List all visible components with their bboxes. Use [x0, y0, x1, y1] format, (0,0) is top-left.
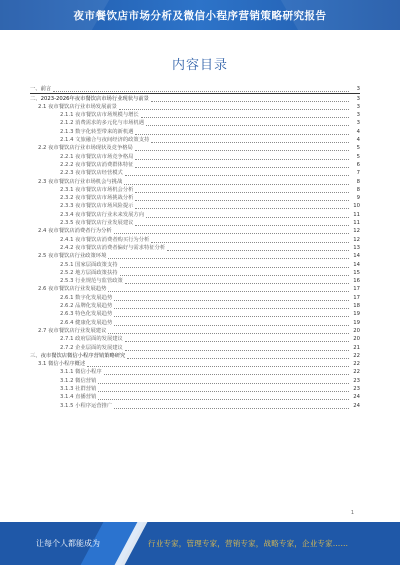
toc-dot-leader [135, 203, 349, 209]
toc-entry-label: 2.2.1 夜市餐饮店市场竞争格局 [60, 153, 134, 160]
toc-entry[interactable] [30, 385, 360, 393]
toc-entry[interactable] [30, 360, 360, 368]
toc-entry[interactable] [30, 227, 360, 235]
toc-dot-leader [114, 311, 349, 317]
toc-entry-label: 2.2 夜市餐饮店行业市场现状及竞争格局 [38, 145, 133, 152]
footer-slogan: 让每个人都能成为 [36, 539, 100, 548]
toc-entry-label: 2.4.2 夜市餐饮店消费者偏好与需求特征分析 [60, 244, 166, 251]
toc-entry[interactable] [30, 260, 360, 268]
toc-dot-leader [98, 386, 349, 392]
toc-entry-page: 20 [353, 327, 360, 334]
toc-entry-label: 2.5 夜市餐饮店行业政策环境 [38, 253, 107, 260]
toc-entry-label: 2.2.3 夜市餐饮店经营模式 [60, 170, 123, 177]
report-title: 夜市餐饮店市场分析及微信小程序营销策略研究报告 [73, 10, 327, 22]
toc-entry[interactable] [30, 210, 360, 218]
toc-dot-leader [120, 262, 349, 268]
toc-dot-leader [135, 220, 349, 226]
toc-entry-label: 2.3 夜市餐饮店行业市场机会与挑战 [38, 178, 123, 185]
toc-dot-leader [114, 303, 349, 309]
toc-entry-label: 2.7.1 政府层面的发展建议 [60, 336, 123, 343]
toc-entry[interactable] [30, 277, 360, 285]
toc-entry-page: 8 [356, 178, 360, 185]
toc-entry-label: 3.1.1 微信小程序 [60, 369, 102, 376]
toc-entry-label: 2.7 夜市餐饮店行业发展建议 [38, 327, 107, 334]
toc-entry-label: 2.2.2 夜市餐饮店消费群体特征 [60, 161, 134, 168]
toc-entry-page: 3 [356, 103, 360, 110]
toc-entry-page: 3 [356, 86, 360, 93]
toc-entry[interactable] [30, 119, 360, 127]
toc-entry-label: 2.1 夜市餐饮店行业市场发展前景 [38, 103, 117, 110]
toc-dot-leader [98, 394, 349, 400]
toc-entry-page: 5 [356, 153, 360, 160]
toc-heading: 内容目录 [171, 58, 228, 73]
toc-dot-leader [120, 270, 349, 276]
toc-entry[interactable] [30, 302, 360, 310]
toc-entry[interactable] [30, 293, 360, 301]
toc-entry[interactable] [30, 401, 360, 409]
toc-dot-leader [146, 212, 349, 218]
toc-entry-page: 9 [356, 195, 360, 202]
toc-entry[interactable] [30, 177, 360, 185]
toc-entry[interactable] [30, 161, 360, 169]
toc-entry-page: 14 [353, 253, 360, 260]
toc-entry-label: 2.4.1 夜市餐饮店消费者购买行为分析 [60, 236, 150, 243]
toc-entry-label: 三、夜市餐饮店微信小程序营销策略研究 [30, 352, 126, 359]
toc-dot-leader [108, 253, 349, 259]
toc-entry[interactable] [30, 235, 360, 243]
toc-entry[interactable] [30, 127, 360, 135]
toc-entry-page: 10 [353, 203, 360, 210]
toc-entry[interactable] [30, 219, 360, 227]
toc-entry-label: 2.3.4 夜市餐饮店行业未来发展方向 [60, 211, 145, 218]
toc-dot-leader [119, 104, 349, 110]
toc-dot-leader [114, 320, 349, 326]
toc-dot-leader [151, 96, 349, 102]
toc-entry-label: 2.7.2 企业层面的发展建议 [60, 344, 123, 351]
toc-dot-leader [125, 170, 349, 176]
toc-entry[interactable] [30, 252, 360, 260]
toc-dot-leader [124, 179, 349, 185]
toc-dot-leader [125, 278, 349, 284]
toc-entry[interactable] [30, 144, 360, 152]
toc-entry-label: 2.1.1 夜市餐饮店市场规模与增长 [60, 112, 139, 119]
toc-entry-label: 3.1.3 社群营销 [60, 385, 97, 392]
toc-dot-leader [98, 378, 349, 384]
toc-entry-label: 3.1.2 微信营销 [60, 377, 97, 384]
toc-entry-label: 2.6.3 特色化发展趋势 [60, 311, 113, 318]
toc-entry[interactable] [30, 103, 360, 111]
toc-entry-page: 21 [353, 344, 360, 351]
toc-dot-leader [114, 228, 349, 234]
toc-entry[interactable] [30, 111, 360, 119]
toc-entry-page: 23 [353, 385, 360, 392]
toc-entry[interactable] [30, 202, 360, 210]
toc-entry-page: 4 [356, 128, 360, 135]
toc-dot-leader [135, 145, 349, 151]
toc-entry-page: 24 [353, 402, 360, 409]
toc-dot-leader [141, 112, 349, 118]
toc-entry-page: 5 [356, 145, 360, 152]
toc-entry-label: 2.5.2 地方层面政策扶持 [60, 269, 118, 276]
toc-entry-page: 16 [353, 278, 360, 285]
toc-entry-page: 13 [353, 244, 360, 251]
toc-entry-page: 12 [353, 228, 360, 235]
toc-entry[interactable] [30, 352, 360, 360]
toc-entry-label: 2.3.1 夜市餐饮店市场机会分析 [60, 186, 134, 193]
toc-dot-leader [151, 237, 349, 243]
toc-entry-page: 18 [353, 303, 360, 310]
toc-entry-page: 19 [353, 311, 360, 318]
toc-entry[interactable] [30, 244, 360, 252]
toc-entry-page: 24 [353, 394, 360, 401]
toc-entry-label: 一、前言 [30, 86, 52, 93]
toc-dot-leader [167, 245, 349, 251]
toc-entry[interactable] [30, 393, 360, 401]
toc-dot-leader [135, 187, 349, 193]
toc-entry-label: 2.1.2 消费需求的多元化与市场机遇 [60, 120, 145, 127]
toc-entry-label: 2.3.5 夜市餐饮店行业发展建议 [60, 220, 134, 227]
toc-dot-leader [146, 120, 349, 126]
toc-entry[interactable] [30, 86, 360, 94]
toc-dot-leader [135, 129, 349, 135]
toc-dot-leader [135, 154, 349, 160]
toc-dot-leader [114, 403, 349, 409]
toc-entry-label: 3.1.5 小程序运营推广 [60, 402, 113, 409]
toc-entry-page: 3 [356, 95, 360, 102]
toc-dot-leader [87, 361, 349, 367]
toc-dot-leader [125, 345, 349, 351]
toc-entry-page: 20 [353, 336, 360, 343]
toc-entry-label: 3.1 微信小程序概述 [38, 361, 86, 368]
toc-entry-page: 17 [353, 286, 360, 293]
toc-entry[interactable] [30, 269, 360, 277]
toc-dot-leader [108, 286, 349, 292]
toc-entry-page: 12 [353, 236, 360, 243]
toc-entry-label: 2.5.3 行业规范与监管政策 [60, 278, 123, 285]
toc-entry[interactable] [30, 335, 360, 343]
footer-tagline: 行业专家，管理专家，营销专家，战略专家，企业专家…… [148, 539, 349, 548]
toc-entry-page: 14 [353, 261, 360, 268]
toc-entry[interactable] [30, 136, 360, 144]
toc-entry-page: 22 [353, 361, 360, 368]
toc-entry-page: 8 [356, 186, 360, 193]
toc-entry-label: 2.3.3 夜市餐饮店市场风险提示 [60, 203, 134, 210]
toc-entry-label: 2.6.1 数字化发展趋势 [60, 294, 113, 301]
toc-entry[interactable] [30, 94, 360, 102]
toc-entry-page: 4 [356, 137, 360, 144]
toc-entry-label: 2.6.2 品牌化发展趋势 [60, 303, 113, 310]
toc-entry[interactable] [30, 343, 360, 351]
toc-dot-leader [135, 162, 349, 168]
toc-entry-label: 2.1.4 文旅融合与夜间经济的政策支持 [60, 137, 150, 144]
toc-entry-page: 6 [356, 161, 360, 168]
toc-entry-page: 23 [353, 377, 360, 384]
toc-dot-leader [127, 353, 349, 359]
toc-entry-label: 2.5.1 国家层面政策支持 [60, 261, 118, 268]
toc-dot-leader [114, 295, 349, 301]
toc-dot-leader [125, 336, 349, 342]
toc-entry-page: 19 [353, 319, 360, 326]
toc-entry[interactable] [30, 186, 360, 194]
toc-entry-page: 17 [353, 294, 360, 301]
toc-entry[interactable] [30, 368, 360, 376]
toc-dot-leader [151, 137, 349, 143]
toc-entry-page: 11 [353, 211, 360, 218]
toc-entry[interactable] [30, 169, 360, 177]
toc-entry[interactable] [30, 376, 360, 384]
toc-dot-leader [135, 195, 349, 201]
toc-entry-label: 2.1.3 数字化转型带来的新机遇 [60, 128, 134, 135]
toc-entry[interactable] [30, 327, 360, 335]
toc-entry-label: 二、2023-2026年夜市餐饮店市场行业现状与前景 [30, 95, 149, 102]
toc-dot-leader [104, 369, 349, 375]
toc-entry-label: 2.6 夜市餐饮店行业发展趋势 [38, 286, 107, 293]
toc-dot-leader [108, 328, 349, 334]
toc-entry-label: 2.6.4 健康化发展趋势 [60, 319, 113, 326]
toc-entry[interactable] [30, 310, 360, 318]
toc-entry[interactable] [30, 318, 360, 326]
toc-entry-page: 7 [356, 170, 360, 177]
toc-entry-label: 2.4 夜市餐饮店消费者行为分析 [38, 228, 112, 235]
toc-entry-page: 3 [356, 112, 360, 119]
toc-entry-page: 15 [353, 269, 360, 276]
toc-entry-label: 3.1.4 直播营销 [60, 394, 97, 401]
toc-entry-page: 22 [353, 352, 360, 359]
toc-list [30, 86, 360, 410]
toc-entry-label: 2.3.2 夜市餐饮店市场挑战分析 [60, 195, 134, 202]
page-number: 1 [350, 510, 354, 516]
toc-entry-page: 3 [356, 120, 360, 127]
toc-entry[interactable] [30, 194, 360, 202]
toc-dot-leader [53, 86, 349, 92]
toc-entry-page: 11 [353, 220, 360, 227]
toc-entry[interactable] [30, 152, 360, 160]
toc-entry[interactable] [30, 285, 360, 293]
toc-entry-page: 22 [353, 369, 360, 376]
